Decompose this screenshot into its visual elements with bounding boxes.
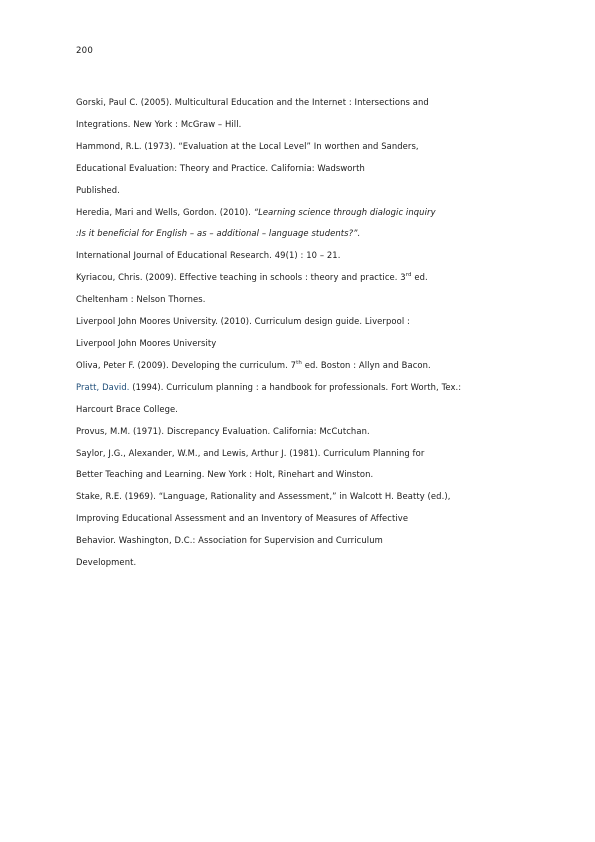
ref-line: Hammond, R.L. (1973). “Evaluation at the Local Level” In worthen and Sanders, <box>76 140 419 151</box>
author-link[interactable]: Pratt, David. <box>76 381 130 392</box>
ref-line: International Journal of Educational Research. 49(1) : 10 – 21. <box>76 250 341 261</box>
edition-superscript: rd <box>405 272 412 279</box>
ref-line: Liverpool John Moores University. (2010). Curriculum design guide. Liverpool : <box>76 316 410 327</box>
ref-title-italic: “Learning science through dialogic inquiry <box>253 206 436 217</box>
reference-gorski <box>76 92 500 136</box>
ref-line <box>76 267 500 289</box>
ref-line: Provus, M.M. (1971). Discrepancy Evaluation. California: McCutchan. <box>76 425 370 436</box>
ref-line: Behavior. Washington, D.C.: Association for Supervision and Curriculum <box>76 535 383 546</box>
reference-heredia <box>76 202 500 268</box>
ref-text: (1994). Curriculum planning : a handbook for professionals. Fort Worth, Tex.: <box>129 381 462 392</box>
ref-line: Development. <box>76 557 137 568</box>
ref-title-italic: :Is it beneficial for English – as – additional – language students?”. <box>76 228 361 239</box>
ref-line: Improving Educational Assessment and an Inventory of Measures of Affective <box>76 513 409 524</box>
ref-line: Gorski, Paul C. (2005). Multicultural Education and the Internet : Intersections and <box>76 97 429 107</box>
ref-line: Integrations. New York : McGraw – Hill. <box>76 118 242 129</box>
reference-pratt <box>76 377 500 421</box>
ref-line: Saylor, J.G., Alexander, W.M., and Lewis, Arthur J. (1981). Curriculum Planning for <box>76 447 425 458</box>
ref-text: ed. Boston : Allyn and Bacon. <box>301 359 431 370</box>
reference-hammond <box>76 136 500 202</box>
ref-line <box>76 355 500 377</box>
reference-provus <box>76 421 500 443</box>
ref-text: Oliva, Peter F. (2009). Developing the curriculum. 7 <box>76 359 297 370</box>
ref-line: Published. <box>76 184 120 195</box>
ref-line: Liverpool John Moores University <box>76 337 217 348</box>
ref-text: ed. <box>411 272 428 283</box>
ref-line: Stake, R.E. (1969). “Language, Rationality and Assessment,” in Walcott H. Beatty (ed.), <box>76 491 451 502</box>
ref-text: Heredia, Mari and Wells, Gordon. (2010). <box>76 206 254 217</box>
reference-kyriacou <box>76 267 500 311</box>
ref-line: Harcourt Brace College. <box>76 403 179 414</box>
ref-text: Kyriacou, Chris. (2009). Effective teaching in schools : theory and practice. 3 <box>76 272 406 283</box>
ref-line <box>76 377 500 399</box>
page-number: 200 <box>76 46 94 56</box>
reference-liverpool <box>76 311 500 355</box>
ref-line <box>76 202 500 224</box>
reference-saylor <box>76 443 500 487</box>
ref-line: Better Teaching and Learning. New York : Holt, Rinehart and Winston. <box>76 469 374 480</box>
ref-line: Cheltenham : Nelson Thornes. <box>76 294 206 305</box>
ref-line: Educational Evaluation: Theory and Practice. California: Wadsworth <box>76 162 365 173</box>
edition-superscript: th <box>296 359 302 366</box>
reference-oliva <box>76 355 500 377</box>
reference-list <box>76 92 500 574</box>
reference-stake <box>76 486 500 574</box>
